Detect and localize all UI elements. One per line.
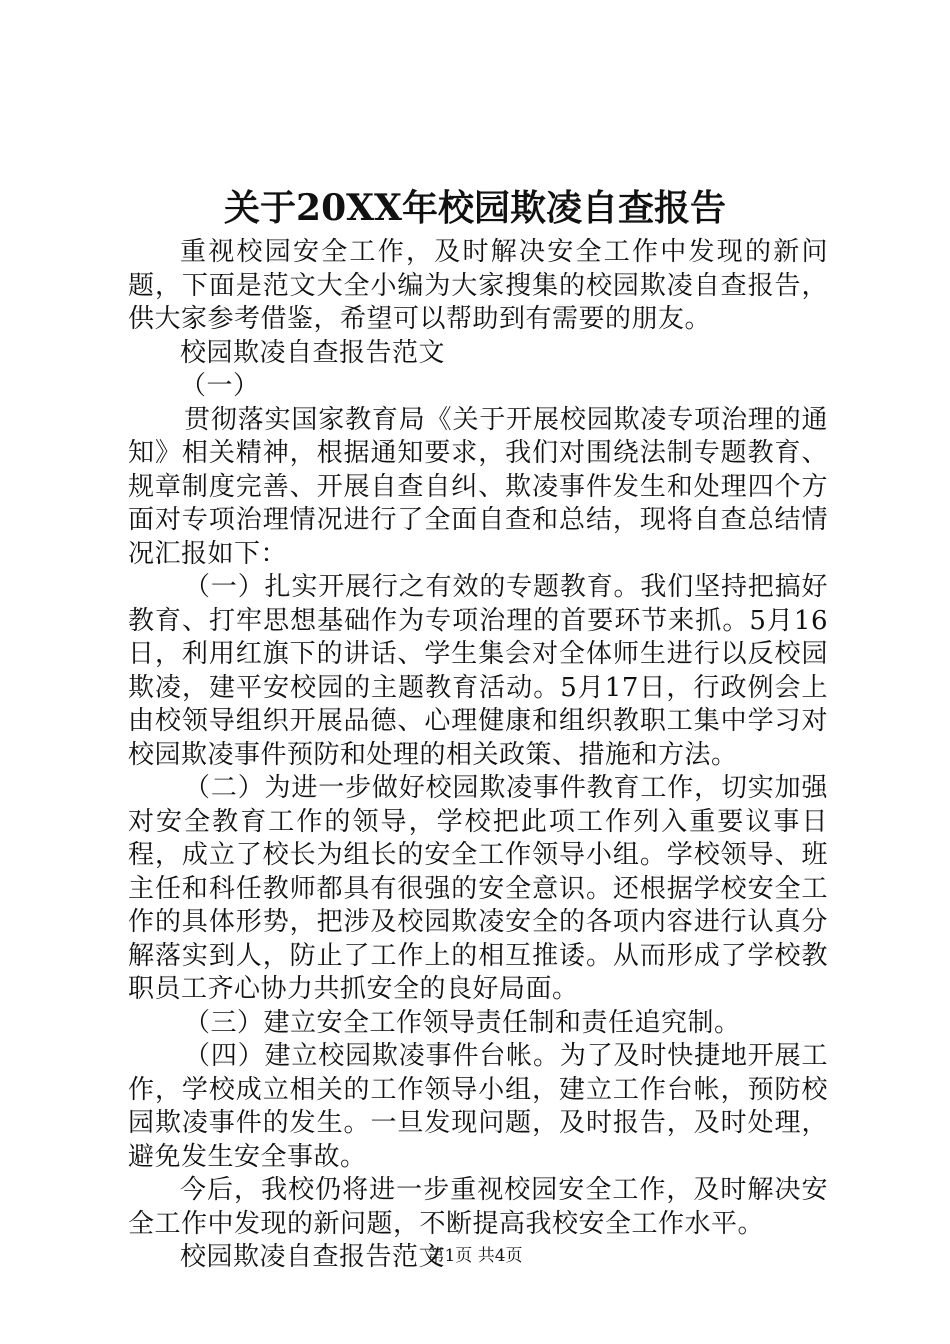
intro-paragraph: 重视校园安全工作，及时解决安全工作中发现的新问题，下面是范文大全小编为大家搜集的校园欺凌自查报告，供大家参考借鉴，希望可以帮助到有需要的朋友。 [128, 237, 828, 334]
document-body [128, 236, 828, 1275]
section-heading: 校园欺凌自查报告范文 [180, 1242, 446, 1272]
section-heading: 校园欺凌自查报告范文 [180, 337, 446, 368]
body-paragraph: （三）建立安全工作领导责任制和责任追究制。 [184, 1007, 741, 1038]
body-paragraph: （四）建立校园欺凌事件台帐。为了及时快捷地开展工作，学校成立相关的工作领导小组，建立工作台帐，预防校园欺凌事件的发生。一旦发现问题，及时报告，及时处理，避免发生安全事故。 [128, 1041, 828, 1172]
page-footer: 第1页 共4页 [427, 1246, 523, 1266]
body-paragraph: （二）为进一步做好校园欺凌事件教育工作，切实加强对安全教育工作的领导，学校把此项工作列入重要议事日程，成立了校长为组长的安全工作领导小组。学校领导、班主任和科任教师都具有很强的安全意识。还根据学校安全工作的具体形势，把涉及校园欺凌安全的各项内容进行认真分解落实到人，防止了工作上的相互推诿。从而形成了学校教职员工齐心协力共抓安全的良好局面。 [128, 773, 828, 1004]
section-number: （一） [180, 371, 260, 401]
body-paragraph: 今后，我校仍将进一步重视校园安全工作，及时解决安全工作中发现的新问题，不断提高我校安全工作水平。 [128, 1175, 828, 1239]
document-title: 关于20XX年校园欺凌自查报告 [224, 187, 726, 229]
body-paragraph: （一）扎实开展行之有效的专题教育。我们坚持把搞好教育、打牢思想基础作为专项治理的首要环节来抓。5月16日，利用红旗下的讲话、学生集会对全体师生进行以反校园欺凌，建平安校园的主题教育活动。5月17日，行政例会上由校领导组织开展品德、心理健康和组织教职工集中学习对校园欺凌事件预防和处理的相关政策、措施和方法。 [128, 572, 828, 770]
body-paragraph: 贯彻落实国家教育局《关于开展校园欺凌专项治理的通知》相关精神，根据通知要求，我们对围绕法制专题教育、规章制度完善、开展自查自纠、欺凌事件发生和处理四个方面对专项治理情况进行了全面自查和总结，现将自查总结情况汇报如下： [128, 404, 828, 569]
